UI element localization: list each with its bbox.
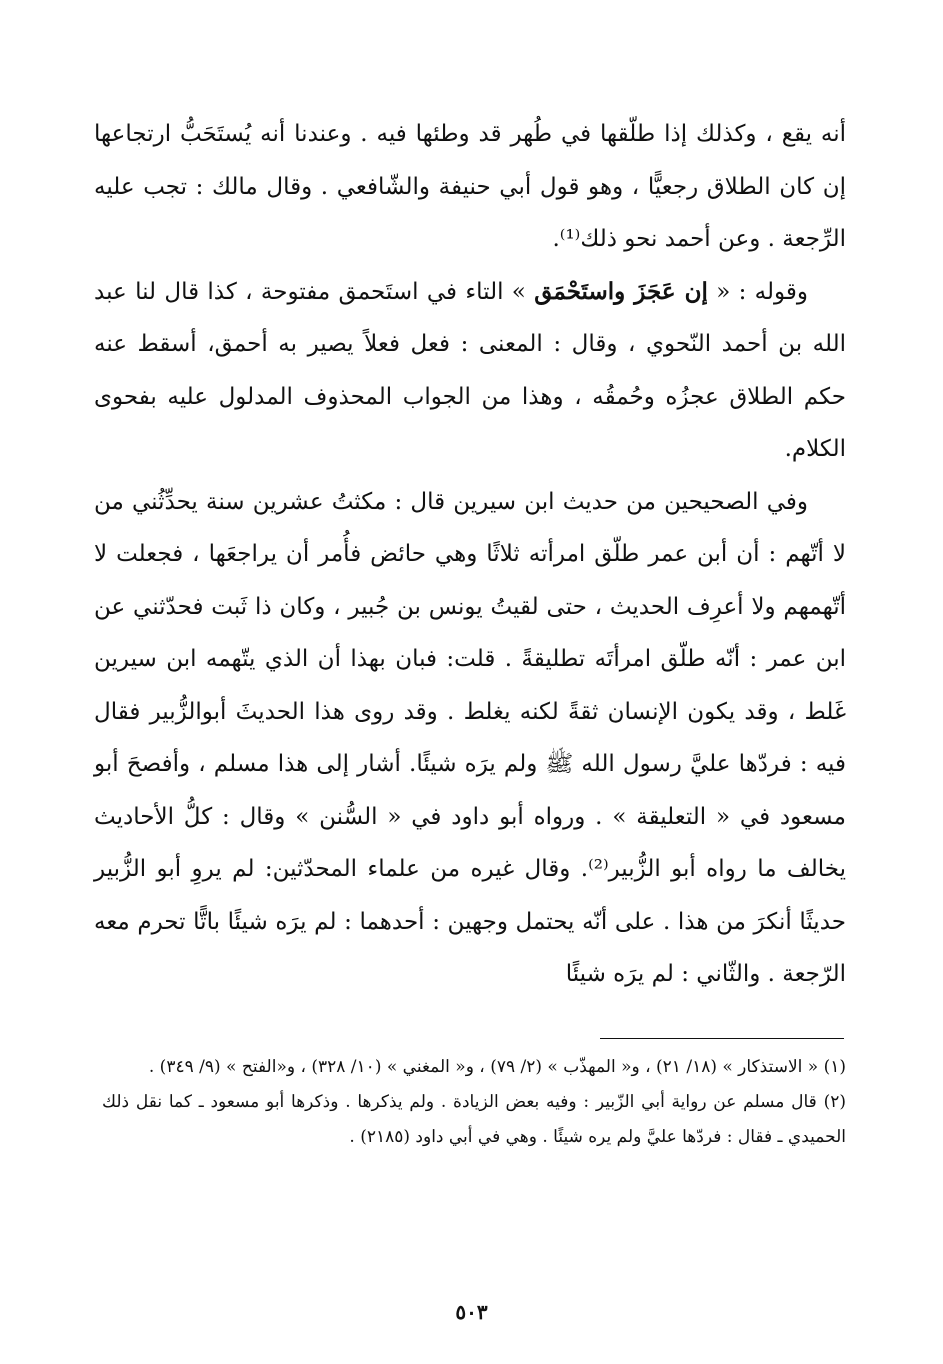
page-number: ٥٠٣ <box>455 1300 488 1324</box>
paragraph-text: أنه يقع ، وكذلك إذا طلّقها في طُهر قد وطئها فيه . وعندنا أنه يُستَحَبُّ ارتجاعها إن كان الطلاق رجعيًّا ، وهو قول أبي حنيفة والشّافعي . وقال مالك : تجب عليه الرِّجعة . وعن أحمد نحو ذلك⁽¹⁾. <box>94 121 846 252</box>
body-text <box>94 108 846 1001</box>
footnote: (١) « الاستذكار » (١٨/ ٢١) ، و« المهذّب » (٢/ ٧٩) ، و« المغني » (١٠/ ٣٢٨) ، و«الفتح » (٩/ ٣٤٩) . <box>148 1057 846 1077</box>
paragraph-text: وفي الصحيحين من حديث ابن سيرين قال : مكثتُ عشرين سنة يحدِّثُني من لا أتّهم : أن أبن عمر طلّق امرأته ثلاثًا وهي حائض فأُمر أن يراجعَها ، فجعلت لا أتّهمهم ولا أعرِف الحديث ، حتى لقيتُ يونس بن جُبير ، وكان ذا ثَبت فحدّثني عن ابن عمر : أنّه طلّق امرأتَه تطليقةً . قلت: فبان بهذا أن الذي يتّهمه ابن سيرين غَلط ، وقد يكون الإنسان ثقةً لكنه يغلط . وقد روى هذا الحديثَ أبوالزُّبير فقال فيه : فردّها عليَّ رسول الله ﷺ ولم يرَه شيئًا. أشار إلى هذا مسلم ، وأفصحَ أبو مسعود في « التعليقة » . ورواه أبو داود في « السُّنن » وقال : كلُّ الأحاديث يخالف ما رواه أبو الزُّبير⁽²⁾. وقال غيره من علماء المحدّثين: لم يروِ أبو الزُّبير حديثًا أنكرَ من هذا . على أنّه يحتمل وجهين : أحدهما : لم يرَه شيئًا باتًّا تحرم معه الرّجعة . والثّاني : لم يرَه شيئًا <box>94 488 846 987</box>
paragraph-text: وقوله : « <box>707 278 808 305</box>
body-paragraph <box>94 108 846 266</box>
footnote-divider <box>600 1038 844 1039</box>
body-paragraph <box>94 266 846 476</box>
body-paragraph <box>94 476 846 1001</box>
footnotes <box>102 1050 846 1155</box>
footnote: (٢) قال مسلم عن رواية أبي الزّبير : وفيه بعض الزيادة . ولم يذكرها . وذكرها أبو مسعود ـ كما نقل ذلك الحميدي ـ فقال : فردّها عليَّ ولم يره شيئًا . وهي في أبي داود (٢١٨٥) . <box>102 1092 846 1147</box>
paragraph-text: » التاء في استَحمق مفتوحة ، كذا قال لنا عبد الله بن أحمد النّحوي ، وقال : المعنى : فعل فعلاً يصير به أحمق، أسقط عنه حكم الطلاق عجزُه وحُمقُه ، وهذا من الجواب المحذوف المدلول عليه بفحوى الكلام. <box>94 278 846 462</box>
quoted-phrase: إن عَجَزَ واستَحْمَق <box>534 277 708 305</box>
